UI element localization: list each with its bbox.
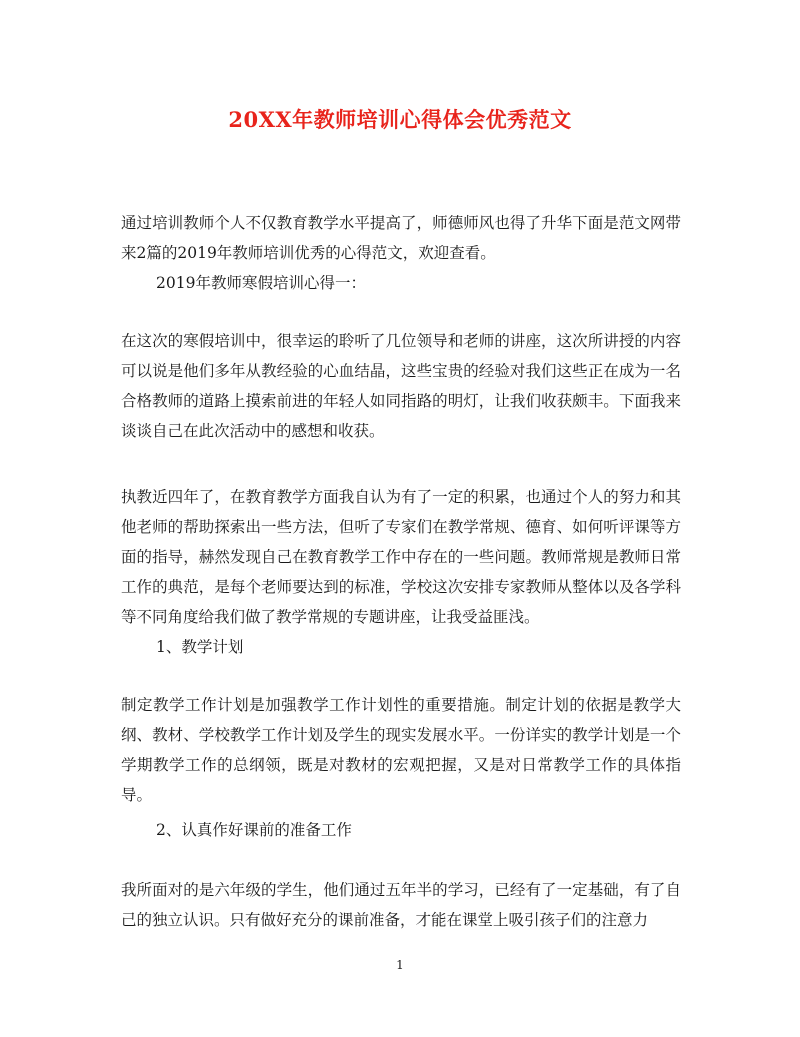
paragraph-1: 在这次的寒假培训中，很幸运的聆听了几位领导和老师的讲座，这次所讲授的内容可以说是他们多年从教经验的心血结晶，这些宝贵的经验对我们这些正在成为一名合格教师的道路上摸索前进的年轻人如同指路的明灯，让我们收获颇丰。下面我来谈谈自己在此次活动中的感想和收获。	[121, 332, 681, 440]
section-heading-1: 1、教学计划	[156, 638, 244, 656]
document-title: 20XX年教师培训心得体会优秀范文	[228, 107, 572, 132]
paragraph-3: 制定教学工作计划是加强教学工作计划性的重要措施。制定计划的依据是教学大纲、教材、学校教学工作计划及学生的现实发展水平。一份详实的教学计划是一个学期教学工作的总纲领，既是对教材的宏观把握，又是对日常教学工作的具体指导。	[121, 696, 681, 804]
intro-paragraph: 通过培训教师个人不仅教育教学水平提高了，师德师风也得了升华下面是范文网带来2篇的2019年教师培训优秀的心得范文，欢迎查看。	[121, 214, 681, 262]
paragraph-2: 执教近四年了，在教育教学方面我自认为有了一定的积累，也通过个人的努力和其他老师的帮助探索出一些方法，但听了专家们在教学常规、德育、如何听评课等方面的指导，赫然发现自己在教育教学工作中存在的一些问题。教师常规是教师日常工作的典范，是每个老师要达到的标准，学校这次安排专家教师从整体以及各学科等不同角度给我们做了教学常规的专题讲座，让我受益匪浅。	[121, 488, 681, 626]
paragraph-4: 我所面对的是六年级的学生，他们通过五年半的学习，已经有了一定基础，有了自己的独立认识。只有做好充分的课前准备，才能在课堂上吸引孩子们的注意力	[121, 881, 681, 929]
section-heading-2: 2、认真作好课前的准备工作	[156, 821, 352, 839]
page-number: 1	[396, 958, 404, 972]
heading-one: 2019年教师寒假培训心得一：	[156, 274, 366, 292]
